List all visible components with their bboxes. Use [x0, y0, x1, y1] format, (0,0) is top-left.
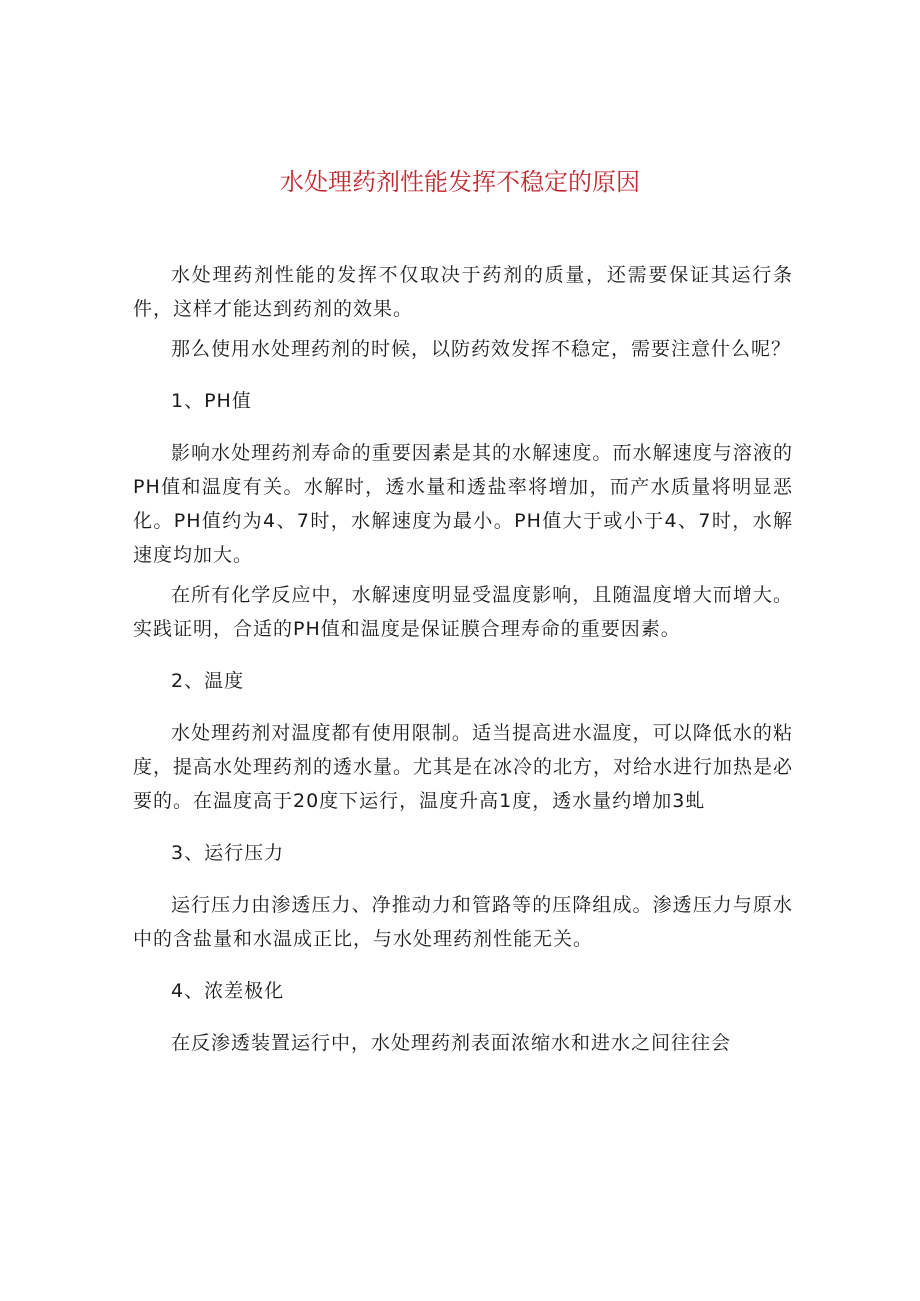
intro-paragraph-2: 那么使用水处理药剂的时候，以防药效发挥不稳定，需要注意什么呢？: [171, 338, 792, 360]
section-heading-polarization: 4、浓差极化: [171, 980, 285, 1002]
intro-paragraph-1: 水处理药剂性能的发挥不仅取决于药剂的质量，还需要保证其运行条件，这样才能达到药剂的效果。: [133, 264, 793, 320]
section-pressure-paragraph-1: 运行压力由渗透压力、净推动力和管路等的压降组成。渗透压力与原水中的含盐量和水温成正比，与水处理药剂性能无关。: [133, 894, 793, 950]
document-body: [133, 258, 793, 1066]
section-ph-paragraph-2: 在所有化学反应中，水解速度明显受温度影响，且随温度增大而增大。实践证明，合适的PH值和温度是保证膜合理寿命的重要因素。: [133, 584, 793, 640]
document-title: 水处理药剂性能发挥不稳定的原因: [280, 168, 640, 196]
section-temperature-paragraph-1: 水处理药剂对温度都有使用限制。适当提高进水温度，可以降低水的粘度，提高水处理药剂的透水量。尤其是在冰冷的北方，对给水进行加热是必要的。在温度高于20度下运行，温度升高1度，透水量约增加3虬: [133, 722, 794, 812]
section-heading-pressure: 3、运行压力: [171, 842, 285, 864]
section-ph-paragraph-1: 影响水处理药剂寿命的重要因素是其的水解速度。而水解速度与溶液的PH值和温度有关。水解时，透水量和透盐率将增加，而产水质量将明显恶化。PH值约为4、7时，水解速度为最小。PH值大于或小于4、7时，水解速度均加大。: [133, 442, 793, 566]
section-heading-temperature: 2、温度: [171, 670, 245, 692]
section-polarization-paragraph-1: 在反渗透装置运行中，水处理药剂表面浓缩水和进水之间往往会: [171, 1032, 732, 1054]
section-heading-ph: 1、PH值: [171, 390, 252, 412]
